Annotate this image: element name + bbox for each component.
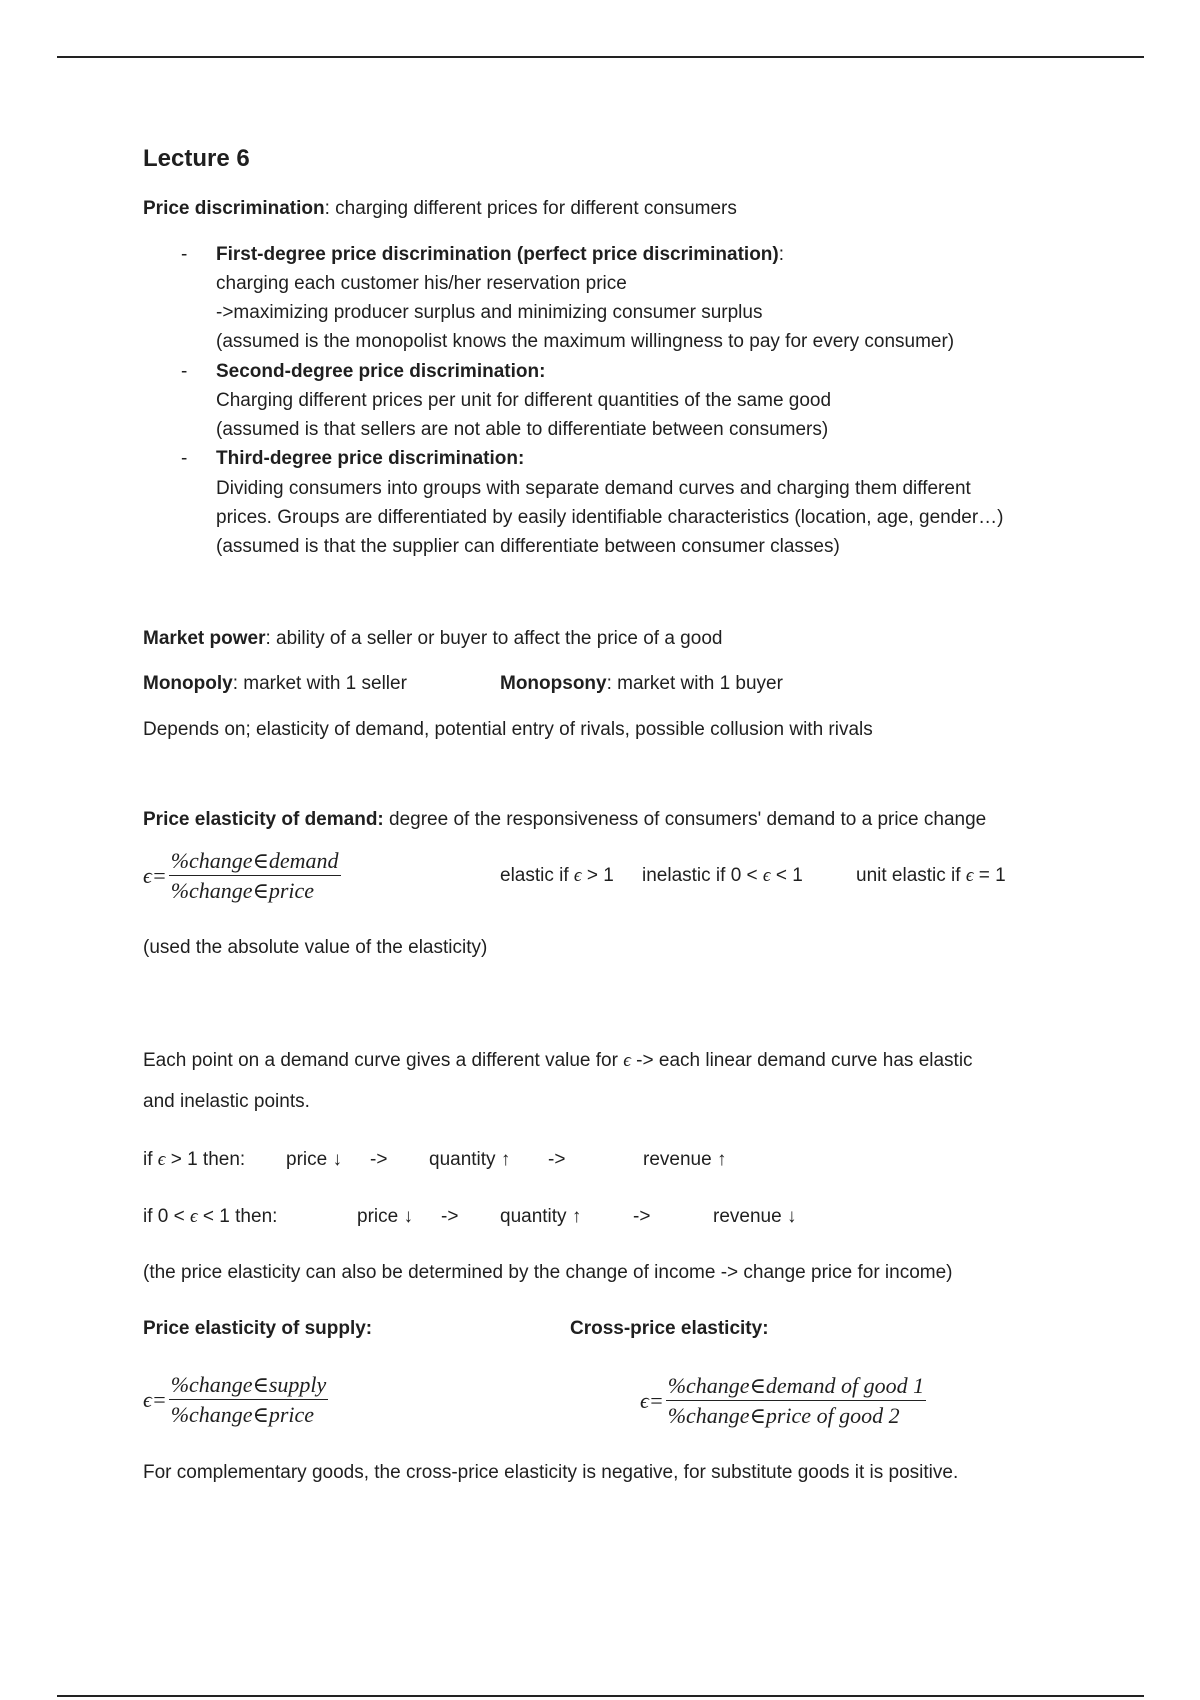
- supply-elasticity-formula: ϵ= $\frac{\text{\%change∈supply}}{\text{\%change∈price}}$: [143, 1372, 327, 1427]
- inelastic-rule-condition: if 0 < ϵ < 1 then:: [143, 1206, 278, 1227]
- second-degree-line: (assumed is that sellers are not able to differentiate between consumers): [216, 419, 829, 440]
- monopoly-definition: Monopoly: market with 1 seller: [143, 673, 407, 694]
- elastic-rule-condition: if ϵ > 1 then:: [143, 1149, 246, 1170]
- definition: : charging different prices for different consumers: [324, 198, 737, 219]
- first-degree-line: ->maximizing producer surplus and minimizing consumer surplus: [216, 302, 763, 323]
- formula-numerator: %change∈supply: [169, 1371, 329, 1400]
- inelastic-condition: inelastic if 0 < ϵ < 1: [642, 865, 803, 886]
- market-power-definition: Market power: ability of a seller or buyer to affect the price of a good: [143, 628, 723, 649]
- term: Price discrimination: [143, 198, 325, 219]
- complementary-goods-note: For complementary goods, the cross-price elasticity is negative, for substitute goods it is positive.: [143, 1462, 959, 1483]
- inelastic-rule-arrow: ->: [633, 1206, 651, 1227]
- third-degree-heading: Third-degree price discrimination:: [216, 448, 525, 469]
- inelastic-rule-price: price ↓: [357, 1206, 413, 1227]
- each-point-line: and inelastic points.: [143, 1091, 310, 1112]
- inelastic-rule-revenue: revenue ↓: [713, 1206, 797, 1227]
- bullet-marker: -: [181, 448, 188, 469]
- bullet-marker: -: [181, 244, 188, 265]
- elastic-rule-arrow: ->: [370, 1149, 388, 1170]
- third-degree-line: prices. Groups are differentiated by easily identifiable characteristics (location, age, gender…): [216, 507, 1004, 528]
- income-note: (the price elasticity can also be determined by the change of income -> change price for income): [143, 1262, 953, 1283]
- elastic-rule-revenue: revenue ↑: [643, 1149, 727, 1170]
- elastic-condition: elastic if ϵ > 1: [500, 865, 614, 886]
- footer-rule: [57, 1695, 1144, 1697]
- supply-heading: Price elasticity of supply:: [143, 1318, 373, 1339]
- unit-elastic-condition: unit elastic if ϵ = 1: [856, 865, 1006, 886]
- second-degree-heading: Second-degree price discrimination:: [216, 361, 546, 382]
- elastic-rule-price: price ↓: [286, 1149, 342, 1170]
- formula-numerator: %change∈demand: [169, 847, 341, 876]
- formula-denominator: %change∈price of good 2: [667, 1403, 900, 1428]
- elastic-rule-arrow: ->: [548, 1149, 566, 1170]
- first-degree-line: charging each customer his/her reservation price: [216, 273, 627, 294]
- each-point-line: Each point on a demand curve gives a different value for ϵ -> each linear demand curve has elastic: [143, 1050, 973, 1071]
- second-degree-line: Charging different prices per unit for different quantities of the same good: [216, 390, 832, 411]
- cross-price-elasticity-formula: ϵ= $\frac{\text{\%change∈demand of good 1}}{\text{\%change∈price of good 2}}$: [640, 1373, 925, 1428]
- formula-denominator: %change∈price: [170, 1402, 315, 1427]
- page-title: Lecture 6: [143, 145, 250, 172]
- bullet-marker: -: [181, 361, 188, 382]
- first-degree-line: (assumed is the monopolist knows the maximum willingness to pay for every consumer): [216, 331, 955, 352]
- inelastic-rule-quantity: quantity ↑: [500, 1206, 582, 1227]
- third-degree-line: (assumed is that the supplier can differentiate between consumer classes): [216, 536, 840, 557]
- cross-price-heading: Cross-price elasticity:: [570, 1318, 769, 1339]
- elastic-rule-quantity: quantity ↑: [429, 1149, 511, 1170]
- third-degree-line: Dividing consumers into groups with separate demand curves and charging them different: [216, 478, 971, 499]
- price-discrimination-definition: [143, 195, 737, 223]
- formula-numerator: %change∈demand of good 1: [666, 1372, 926, 1401]
- header-rule: [57, 56, 1144, 58]
- formula-denominator: %change∈price: [170, 878, 315, 903]
- absolute-value-note: (used the absolute value of the elasticity): [143, 937, 488, 958]
- inelastic-rule-arrow: ->: [441, 1206, 459, 1227]
- monopsony-definition: Monopsony: market with 1 buyer: [500, 673, 783, 694]
- depends-on-text: Depends on; elasticity of demand, potential entry of rivals, possible collusion with rivals: [143, 719, 873, 740]
- elasticity-demand-definition: Price elasticity of demand: degree of the responsiveness of consumers' demand to a price change: [143, 809, 987, 830]
- first-degree-heading: First-degree price discrimination (perfect price discrimination):: [216, 244, 785, 265]
- elasticity-demand-formula: ϵ= $\frac{\text{\%change∈demand}}{\text{\%change∈price}}$: [143, 848, 339, 903]
